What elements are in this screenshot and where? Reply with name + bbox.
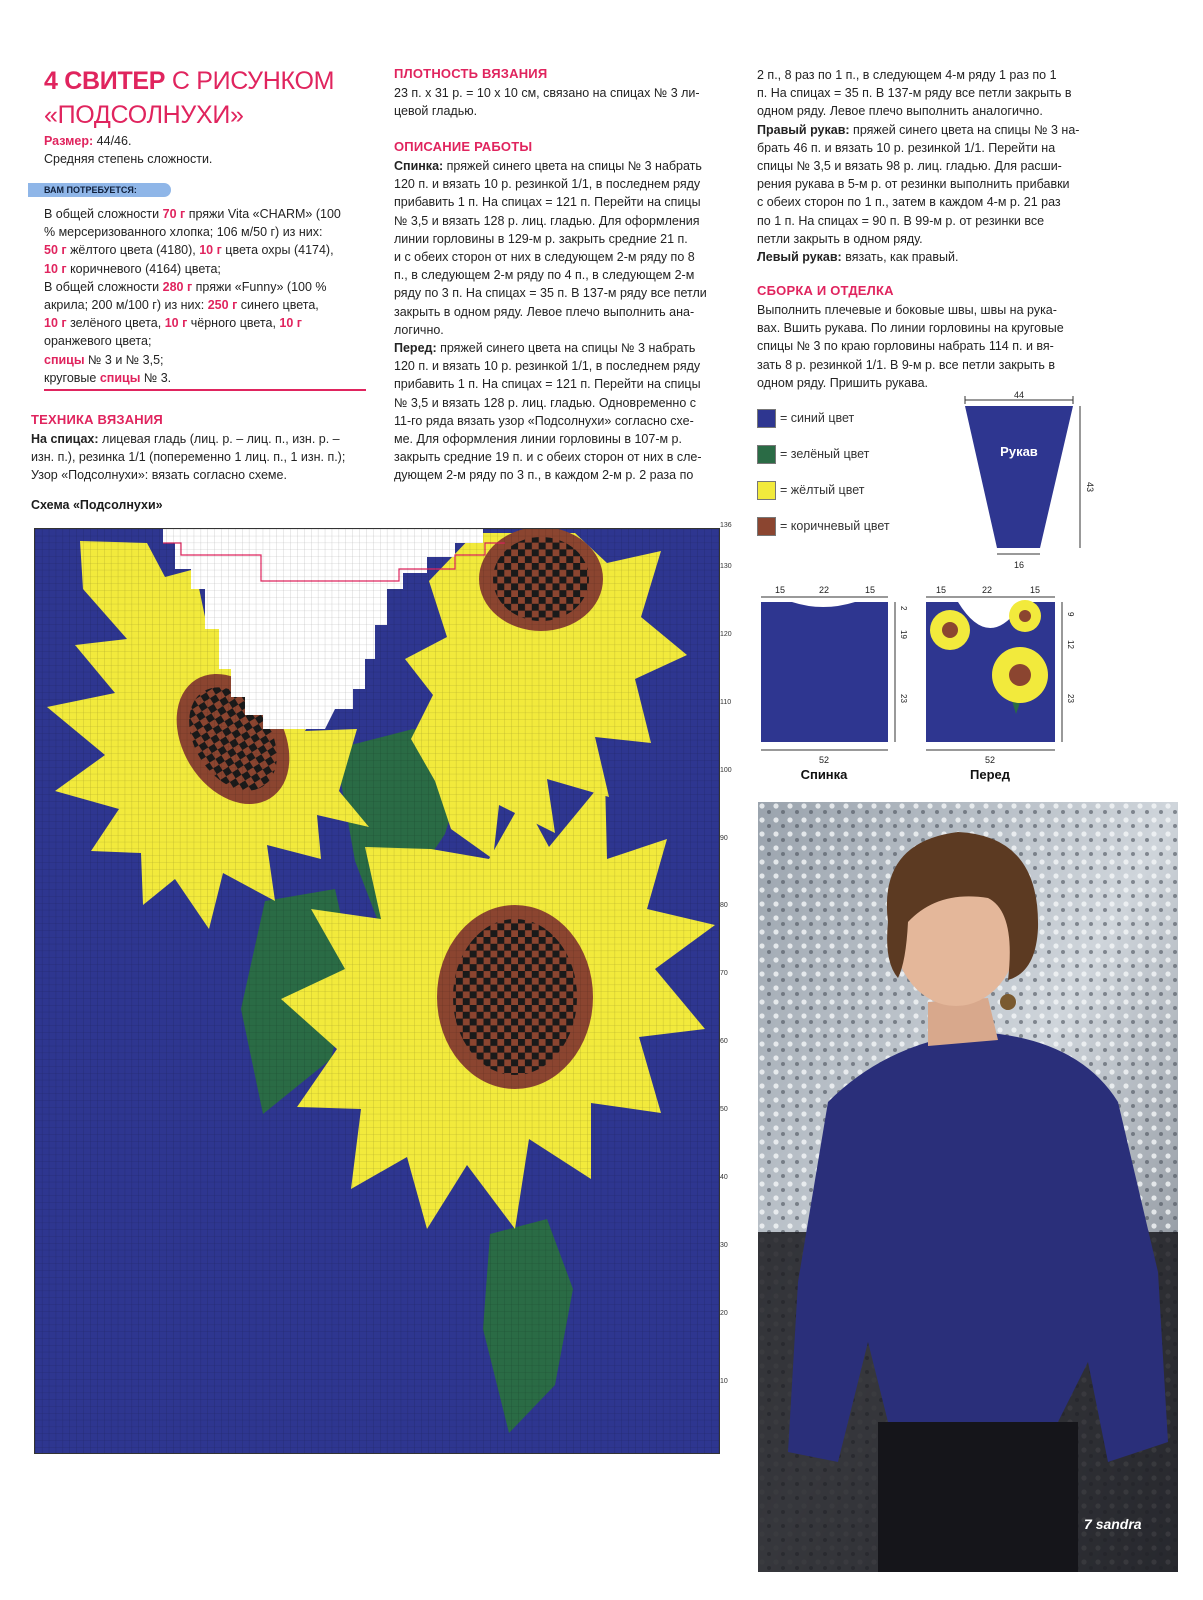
back-diagram bbox=[755, 582, 915, 787]
highlight-run: спицы bbox=[99, 370, 141, 385]
title-rest: С РИСУНКОМ bbox=[165, 67, 335, 95]
row-number: 136 bbox=[720, 522, 732, 529]
back-dim: 19 bbox=[899, 630, 908, 639]
bold-run: Правый рукав: bbox=[757, 122, 850, 137]
text-run: с обеих сторон по 1 п., затем в каждом 4-м р. 21 раз bbox=[757, 195, 1061, 210]
legend-item bbox=[757, 436, 927, 472]
size-label: Размер: bbox=[44, 134, 94, 148]
description-text bbox=[394, 157, 734, 485]
text-line bbox=[394, 321, 734, 339]
text-run: прибавить 1 п. На спицах = 121 п. Перейти на спицы bbox=[394, 195, 701, 210]
materials-badge-label: ВАМ ПОТРЕБУЕТСЯ: bbox=[28, 183, 171, 197]
sleeve-height-dim: 43 bbox=[1085, 482, 1095, 493]
text-run: В общей сложности bbox=[44, 279, 163, 294]
text-run: рения рукава в 5-м р. от резинки выполнить прибавки bbox=[757, 177, 1070, 192]
title-line2: «ПОДСОЛНУХИ» bbox=[44, 101, 244, 129]
text-line bbox=[44, 351, 366, 369]
text-run: линии горловины в 129-м р. закрыть средние 21 п. bbox=[394, 231, 688, 246]
trousers bbox=[878, 1422, 1078, 1572]
text-line bbox=[394, 193, 734, 211]
front-sunflower-2 bbox=[1009, 600, 1041, 632]
title-bold: СВИТЕР bbox=[64, 67, 166, 95]
text-line bbox=[394, 102, 734, 120]
materials-badge bbox=[28, 180, 171, 198]
text-line bbox=[394, 230, 734, 248]
text-line bbox=[757, 102, 1093, 120]
highlight-run: 10 г bbox=[279, 316, 303, 331]
text-line bbox=[44, 332, 366, 350]
earring bbox=[1000, 994, 1016, 1010]
text-line bbox=[757, 175, 1093, 193]
text-run: 120 п. и вязать 10 р. резинкой 1/1, в последнем ряду bbox=[394, 177, 701, 192]
sleeve-label: Рукав bbox=[1000, 444, 1038, 459]
text-line bbox=[394, 266, 734, 284]
legend-item bbox=[757, 400, 927, 436]
text-line bbox=[394, 430, 734, 448]
text-run: спицы № 3,5 и вязать 98 р. лиц. гладью. Для расши- bbox=[757, 159, 1062, 174]
text-run: 11-го ряда вязать узор «Подсолнухи» согласно схе- bbox=[394, 413, 694, 428]
text-line bbox=[394, 466, 734, 484]
technique-heading: ТЕХНИКА ВЯЗАНИЯ bbox=[31, 412, 163, 427]
highlight-run: 50 г bbox=[44, 243, 67, 258]
row-number: 130 bbox=[720, 562, 732, 570]
text-line bbox=[757, 356, 1093, 374]
front-label: Перед bbox=[970, 767, 1010, 782]
text-run: дующем 2-м ряду по 3 п., в каждом 2-м р. 2 раза по bbox=[394, 468, 694, 483]
text-run: акрила; 200 м/100 г) из них: bbox=[44, 298, 208, 313]
text-run: круговые bbox=[44, 370, 100, 385]
text-run: спицы № 3 по краю горловины набрать 114 п. и вя- bbox=[757, 339, 1054, 354]
bold-run: Левый рукав: bbox=[757, 250, 842, 265]
sunflower-chart bbox=[34, 528, 720, 1454]
text-line bbox=[394, 157, 734, 175]
text-line bbox=[394, 84, 734, 102]
highlight-run: 10 г bbox=[44, 316, 67, 331]
color-legend bbox=[757, 400, 927, 544]
text-run: зать 8 р. резинкой 1/1. В 9-м р. все петли закрыть в bbox=[757, 357, 1056, 372]
back-shape bbox=[761, 602, 888, 742]
legend-item bbox=[757, 472, 927, 508]
text-run: п., в следующем 2-м ряду по 4 п., в следующем 2-м bbox=[394, 268, 695, 283]
text-run: № 3 и № 3,5; bbox=[84, 352, 164, 367]
row-number: 100 bbox=[720, 766, 732, 774]
text-line bbox=[31, 466, 371, 484]
text-run: 2 п., 8 раз по 1 п., в следующем 4-м ряду 1 раз по 1 bbox=[757, 68, 1057, 82]
text-run: В общей сложности bbox=[44, 207, 163, 221]
text-run: зелёного цвета, bbox=[66, 316, 165, 331]
density-text bbox=[394, 84, 734, 120]
bold-run: На спицах: bbox=[31, 432, 99, 446]
text-run: пряжи Vita «CHARM» (100 bbox=[185, 207, 341, 221]
text-run: пряжи «Funny» (100 % bbox=[192, 279, 327, 294]
text-line bbox=[31, 430, 371, 448]
row-number: 50 bbox=[720, 1106, 728, 1114]
size-line bbox=[44, 132, 131, 150]
front-diagram bbox=[922, 582, 1087, 787]
swatch-blue bbox=[757, 409, 776, 428]
text-run: пряжей синего цвета на спицы № 3 набрать bbox=[436, 341, 696, 356]
text-run: брать 46 п. и вязать 10 р. резинкой 1/1. Перейти на bbox=[757, 140, 1056, 155]
row-number: 90 bbox=[720, 834, 728, 842]
text-line bbox=[757, 319, 1093, 337]
back-dim: 52 bbox=[818, 755, 830, 765]
text-run: по 1 п. На спицах = 90 п. В 99-м р. от резинки все bbox=[757, 213, 1045, 228]
text-line bbox=[394, 357, 734, 375]
legend-label: = жёлтый цвет bbox=[780, 483, 865, 497]
text-run: 23 п. х 31 р. = 10 х 10 см, связано на спицах № 3 ли- bbox=[394, 86, 700, 100]
back-dim: 22 bbox=[819, 585, 830, 595]
text-run: п. На спицах = 35 п. В 137-м ряду все петли закрыть в bbox=[757, 86, 1072, 101]
sleeve-shape bbox=[965, 406, 1073, 548]
text-line bbox=[394, 448, 734, 466]
text-run: Выполнить плечевые и боковые швы, швы на рука- bbox=[757, 303, 1057, 317]
assembly-text bbox=[757, 301, 1093, 392]
materials-list bbox=[44, 205, 366, 391]
text-line bbox=[44, 241, 366, 259]
article-title bbox=[44, 64, 374, 132]
text-line bbox=[44, 314, 366, 332]
model-photo bbox=[758, 802, 1178, 1572]
difficulty: Средняя степень сложности. bbox=[44, 152, 213, 166]
row-number: 10 bbox=[720, 1378, 728, 1386]
back-dim: 15 bbox=[865, 585, 876, 595]
row-number: 80 bbox=[720, 902, 728, 910]
text-run: чёрного цвета, bbox=[187, 316, 280, 331]
text-run: цевой гладью. bbox=[394, 104, 478, 119]
article-number: 4 bbox=[44, 67, 58, 95]
row-number: 40 bbox=[720, 1174, 728, 1182]
sleeve-bottom-dim: 16 bbox=[1013, 560, 1025, 570]
text-run: цвета охры (4174), bbox=[221, 243, 334, 258]
row-number: 110 bbox=[720, 698, 732, 706]
text-run: № 3,5 и вязать 128 р. лиц. гладью. Одновременно с bbox=[394, 395, 697, 410]
text-line bbox=[757, 139, 1093, 157]
text-line bbox=[757, 230, 1093, 248]
assembly-heading: СБОРКА И ОТДЕЛКА bbox=[757, 283, 894, 298]
highlight-run: 250 г bbox=[207, 298, 238, 313]
text-run: ряду по 3 п. На спицах = 35 п. В 137-м ряду все петли bbox=[394, 286, 707, 301]
text-run: одном ряду. Левое плечо выполнить аналогично. bbox=[757, 104, 1043, 119]
text-run: изн. п.), резинка 1/1 (попеременно 1 лиц. п., 1 изн. п.); bbox=[31, 450, 346, 465]
text-run: № 3,5 и вязать 128 р. лиц. гладью. Для оформления bbox=[394, 213, 700, 228]
text-run: коричневого (4164) цвета; bbox=[66, 261, 221, 276]
text-line bbox=[394, 212, 734, 230]
swatch-green bbox=[757, 445, 776, 464]
back-dim: 15 bbox=[775, 585, 786, 595]
text-run: пряжей синего цвета на спицы № 3 на- bbox=[849, 122, 1080, 137]
row-number: 20 bbox=[720, 1310, 728, 1318]
text-run: жёлтого цвета (4180), bbox=[66, 243, 200, 258]
bold-run: Спинка: bbox=[394, 159, 444, 173]
description-heading: ОПИСАНИЕ РАБОТЫ bbox=[394, 139, 533, 154]
text-line bbox=[757, 121, 1093, 139]
text-line bbox=[394, 248, 734, 266]
highlight-run: 70 г bbox=[162, 207, 186, 221]
highlight-run: 280 г bbox=[162, 279, 193, 294]
text-line bbox=[44, 369, 366, 387]
text-line bbox=[394, 175, 734, 193]
text-line bbox=[757, 157, 1093, 175]
text-line bbox=[757, 301, 1093, 319]
text-run: прибавить 1 п. На спицах = 121 п. Перейти на спицы bbox=[394, 377, 701, 392]
back-dim: 2 bbox=[899, 606, 908, 611]
front-dim: 23 bbox=[1066, 694, 1075, 703]
legend-item bbox=[757, 508, 927, 544]
text-run: оранжевого цвета; bbox=[44, 334, 152, 349]
text-run: логично. bbox=[394, 322, 444, 337]
size-value: 44/46. bbox=[93, 134, 132, 148]
text-run: синего цвета, bbox=[237, 298, 319, 313]
page-number: 7 bbox=[1084, 1516, 1092, 1532]
scheme-title: Схема «Подсолнухи» bbox=[31, 498, 163, 512]
text-run: закрыть в одном ряду. Левое плечо выполнить ана- bbox=[394, 304, 695, 319]
row-number: 30 bbox=[720, 1242, 728, 1250]
highlight-run: 10 г bbox=[164, 316, 188, 331]
text-run: 120 п. и вязать 10 р. резинкой 1/1, в последнем ряду bbox=[394, 359, 701, 374]
text-run: одном ряду. Пришить рукава. bbox=[757, 375, 929, 390]
legend-label: = коричневый цвет bbox=[780, 519, 890, 533]
front-dim: 9 bbox=[1066, 612, 1075, 617]
swatch-brown bbox=[757, 517, 776, 536]
highlight-run: спицы bbox=[44, 352, 85, 367]
text-run: закрыть средние 19 п. и с обеих сторон от них в сле- bbox=[394, 450, 702, 465]
text-run: петли закрыть в одном ряду. bbox=[757, 231, 923, 246]
sleeve-top-dim: 44 bbox=[1013, 390, 1025, 400]
brand-name: sandra bbox=[1095, 1516, 1142, 1532]
bold-run: Перед: bbox=[394, 341, 437, 356]
swatch-yellow bbox=[757, 481, 776, 500]
text-line bbox=[44, 223, 366, 241]
text-line bbox=[757, 84, 1093, 102]
row-number: 120 bbox=[720, 630, 732, 638]
text-line bbox=[757, 193, 1093, 211]
front-dim: 52 bbox=[984, 755, 996, 765]
front-dim: 15 bbox=[936, 585, 947, 595]
text-line bbox=[757, 212, 1093, 230]
chart-grid bbox=[35, 529, 719, 1453]
text-line bbox=[394, 284, 734, 302]
text-line bbox=[394, 412, 734, 430]
text-run: Узор «Подсолнухи»: вязать согласно схеме. bbox=[31, 468, 287, 483]
legend-label: = синий цвет bbox=[780, 411, 855, 425]
sleeve-diagram bbox=[955, 390, 1095, 580]
highlight-run: 10 г bbox=[44, 261, 67, 276]
front-dim: 15 bbox=[1030, 585, 1041, 595]
text-line bbox=[394, 394, 734, 412]
chart-row-scale bbox=[718, 522, 734, 1446]
sweater bbox=[788, 1032, 1168, 1462]
technique-text bbox=[31, 430, 371, 485]
text-line bbox=[31, 448, 371, 466]
text-run: пряжей синего цвета на спицы № 3 набрать bbox=[443, 159, 702, 173]
front-dim: 22 bbox=[982, 585, 993, 595]
text-line bbox=[757, 337, 1093, 355]
legend-label: = зелёный цвет bbox=[780, 447, 870, 461]
front-sunflower-1 bbox=[930, 610, 970, 650]
continued-text bbox=[757, 66, 1093, 266]
back-dim: 23 bbox=[899, 694, 908, 703]
text-line bbox=[44, 260, 366, 278]
text-run: вязать, как правый. bbox=[841, 250, 959, 265]
text-line bbox=[757, 248, 1093, 266]
front-sunflower-3 bbox=[992, 647, 1048, 703]
back-label: Спинка bbox=[800, 767, 848, 782]
row-number: 70 bbox=[720, 970, 728, 978]
text-line bbox=[44, 278, 366, 296]
text-line bbox=[757, 66, 1093, 84]
text-run: % мерсеризованного хлопка; 106 м/50 г) из них: bbox=[44, 225, 323, 240]
text-run: ме. Для оформления линии горловины в 107-м р. bbox=[394, 432, 682, 447]
text-run: лицевая гладь (лиц. р. – лиц. п., изн. р. – bbox=[98, 432, 340, 446]
text-line bbox=[394, 375, 734, 393]
text-run: вах. Вшить рукава. По линии горловины на круговые bbox=[757, 321, 1064, 336]
text-line bbox=[394, 339, 734, 357]
density-heading: ПЛОТНОСТЬ ВЯЗАНИЯ bbox=[394, 66, 548, 81]
text-line bbox=[44, 205, 366, 223]
row-number: 60 bbox=[720, 1038, 728, 1046]
text-run: № 3. bbox=[140, 370, 172, 385]
text-run: и с обеих сторон от них в следующем 2-м ряду по 8 bbox=[394, 250, 695, 265]
text-line bbox=[394, 303, 734, 321]
page-footer bbox=[1084, 1516, 1142, 1532]
highlight-run: 10 г bbox=[199, 243, 222, 258]
text-line bbox=[44, 296, 366, 314]
front-dim: 12 bbox=[1066, 640, 1075, 649]
